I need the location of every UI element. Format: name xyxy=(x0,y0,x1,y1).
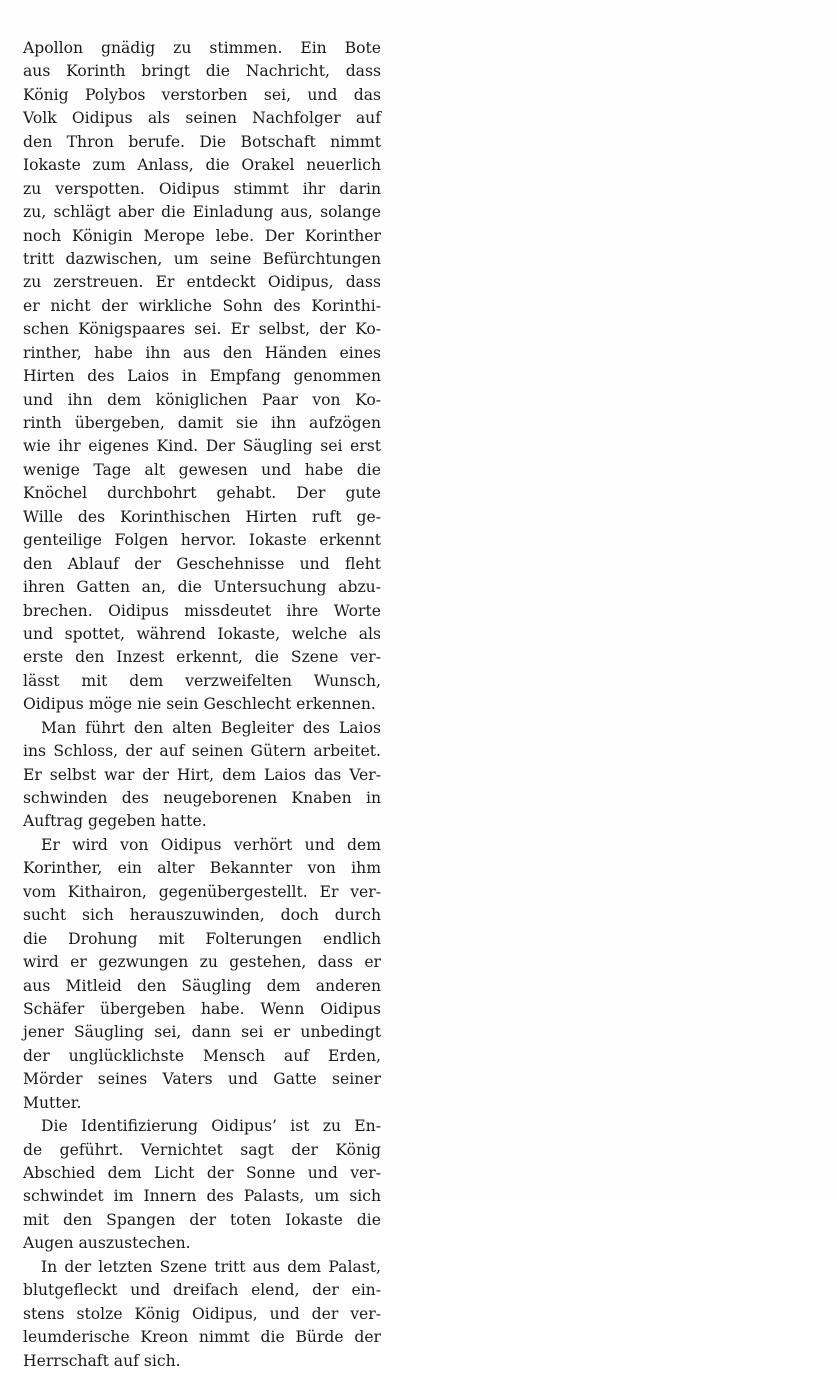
text-line: wenige Tage alt gewesen und habe die xyxy=(23,460,381,479)
text-line: und ihn dem königlichen Paar von Ko- xyxy=(23,390,381,409)
text-line: den Ablauf der Geschehnisse und fleht xyxy=(23,554,381,573)
text-line: Knöchel durchbohrt gehabt. Der gute xyxy=(23,484,381,503)
text-line: schwindet im Innern des Palasts, um sich xyxy=(23,1187,381,1206)
text-line: stens stolze König Oidipus, und der ver- xyxy=(23,1304,381,1323)
text-line: die Drohung mit Folterungen endlich xyxy=(23,929,381,948)
text-line: ihren Gatten an, die Untersuchung abzu- xyxy=(23,578,381,597)
text-line: zu verspotten. Oidipus stimmt ihr darin xyxy=(23,179,381,198)
text-line: Abschied dem Licht der Sonne und ver- xyxy=(23,1164,381,1182)
text-line: Auftrag gegeben hatte. xyxy=(23,812,207,831)
text-line: Iokaste zum Anlass, die Orakel neuerlich xyxy=(23,156,381,175)
text-line: wie ihr eigenes Kind. Der Säugling sei erst xyxy=(23,437,381,456)
text-line: Man führt den alten Begleiter des Laios xyxy=(41,718,381,737)
text-line: rinther, habe ihn aus den Händen eines xyxy=(23,343,381,362)
text-line: Volk Oidipus als seinen Nachfolger auf xyxy=(23,109,381,128)
text-line: Augen auszustechen. xyxy=(23,1234,191,1253)
text-line: leumderische Kreon nimmt die Bürde der xyxy=(23,1328,381,1347)
text-line: König Polybos verstorben sei, und das xyxy=(23,85,381,104)
text-line: er nicht der wirkliche Sohn des Korinthi- xyxy=(23,296,381,315)
text-line: aus Korinth bringt die Nachricht, dass xyxy=(23,62,381,81)
text-line: schen Königspaares sei. Er selbst, der Ko- xyxy=(23,320,381,339)
text-line: Oidipus möge nie sein Geschlecht erkennen. xyxy=(23,695,376,714)
text-line: de geführt. Vernichtet sagt der König xyxy=(23,1140,381,1159)
text-line: rinth übergeben, damit sie ihn aufzögen xyxy=(23,414,381,432)
text-column xyxy=(23,37,381,1373)
text-line: Er selbst war der Hirt, dem Laios das Ver- xyxy=(23,765,381,784)
text-line: zu zerstreuen. Er entdeckt Oidipus, dass xyxy=(23,273,381,292)
text-line: Schäfer übergeben habe. Wenn Oidipus xyxy=(23,999,381,1018)
text-line: ins Schloss, der auf seinen Gütern arbeitet. xyxy=(23,742,381,761)
text-line: mit den Spangen der toten Iokaste die xyxy=(23,1210,381,1229)
text-line: Er wird von Oidipus verhört und dem xyxy=(41,835,381,854)
text-line: Mutter. xyxy=(23,1093,82,1112)
text-line: Hirten des Laios in Empfang genommen xyxy=(23,367,381,386)
text-line: Apollon gnädig zu stimmen. Ein Bote xyxy=(23,39,381,57)
text-line: wird er gezwungen zu gestehen, dass er xyxy=(23,953,381,972)
text-line: Wille des Korinthischen Hirten ruft ge- xyxy=(23,507,381,526)
text-line: noch Königin Merope lebe. Der Korinther xyxy=(23,226,381,245)
text-line: und spottet, während Iokaste, welche als xyxy=(23,624,381,643)
text-line: zu, schlägt aber die Einladung aus, solange xyxy=(23,203,381,222)
text-line: vom Kithairon, gegenübergestellt. Er ver- xyxy=(23,882,381,901)
text-line: Die Identifizierung Oidipus’ ist zu En- xyxy=(41,1117,381,1136)
text-line: der unglücklichste Mensch auf Erden, xyxy=(23,1046,381,1065)
text-line: den Thron berufe. Die Botschaft nimmt xyxy=(23,132,381,151)
text-line: lässt mit dem verzweifelten Wunsch, xyxy=(23,671,381,690)
text-line: schwinden des neugeborenen Knaben in xyxy=(23,789,381,807)
text-line: sucht sich herauszuwinden, doch durch xyxy=(23,906,381,925)
text-line: tritt dazwischen, um seine Befürchtungen xyxy=(23,249,381,268)
text-line: Korinther, ein alter Bekannter von ihm xyxy=(23,859,381,878)
text-line: genteilige Folgen hervor. Iokaste erkennt xyxy=(23,531,381,550)
text-line: Herrschaft auf sich. xyxy=(23,1351,181,1370)
text-line: jener Säugling sei, dann sei er unbedingt xyxy=(23,1023,381,1042)
text-line: erste den Inzest erkennt, die Szene ver- xyxy=(23,648,381,667)
text-line: aus Mitleid den Säugling dem anderen xyxy=(23,976,381,995)
text-line: brechen. Oidipus missdeutet ihre Worte xyxy=(23,601,381,620)
text-line: In der letzten Szene tritt aus dem Palast, xyxy=(41,1257,381,1276)
text-line: Mörder seines Vaters und Gatte seiner xyxy=(23,1070,381,1089)
text-line: blutgefleckt und dreifach elend, der ein- xyxy=(23,1281,381,1300)
